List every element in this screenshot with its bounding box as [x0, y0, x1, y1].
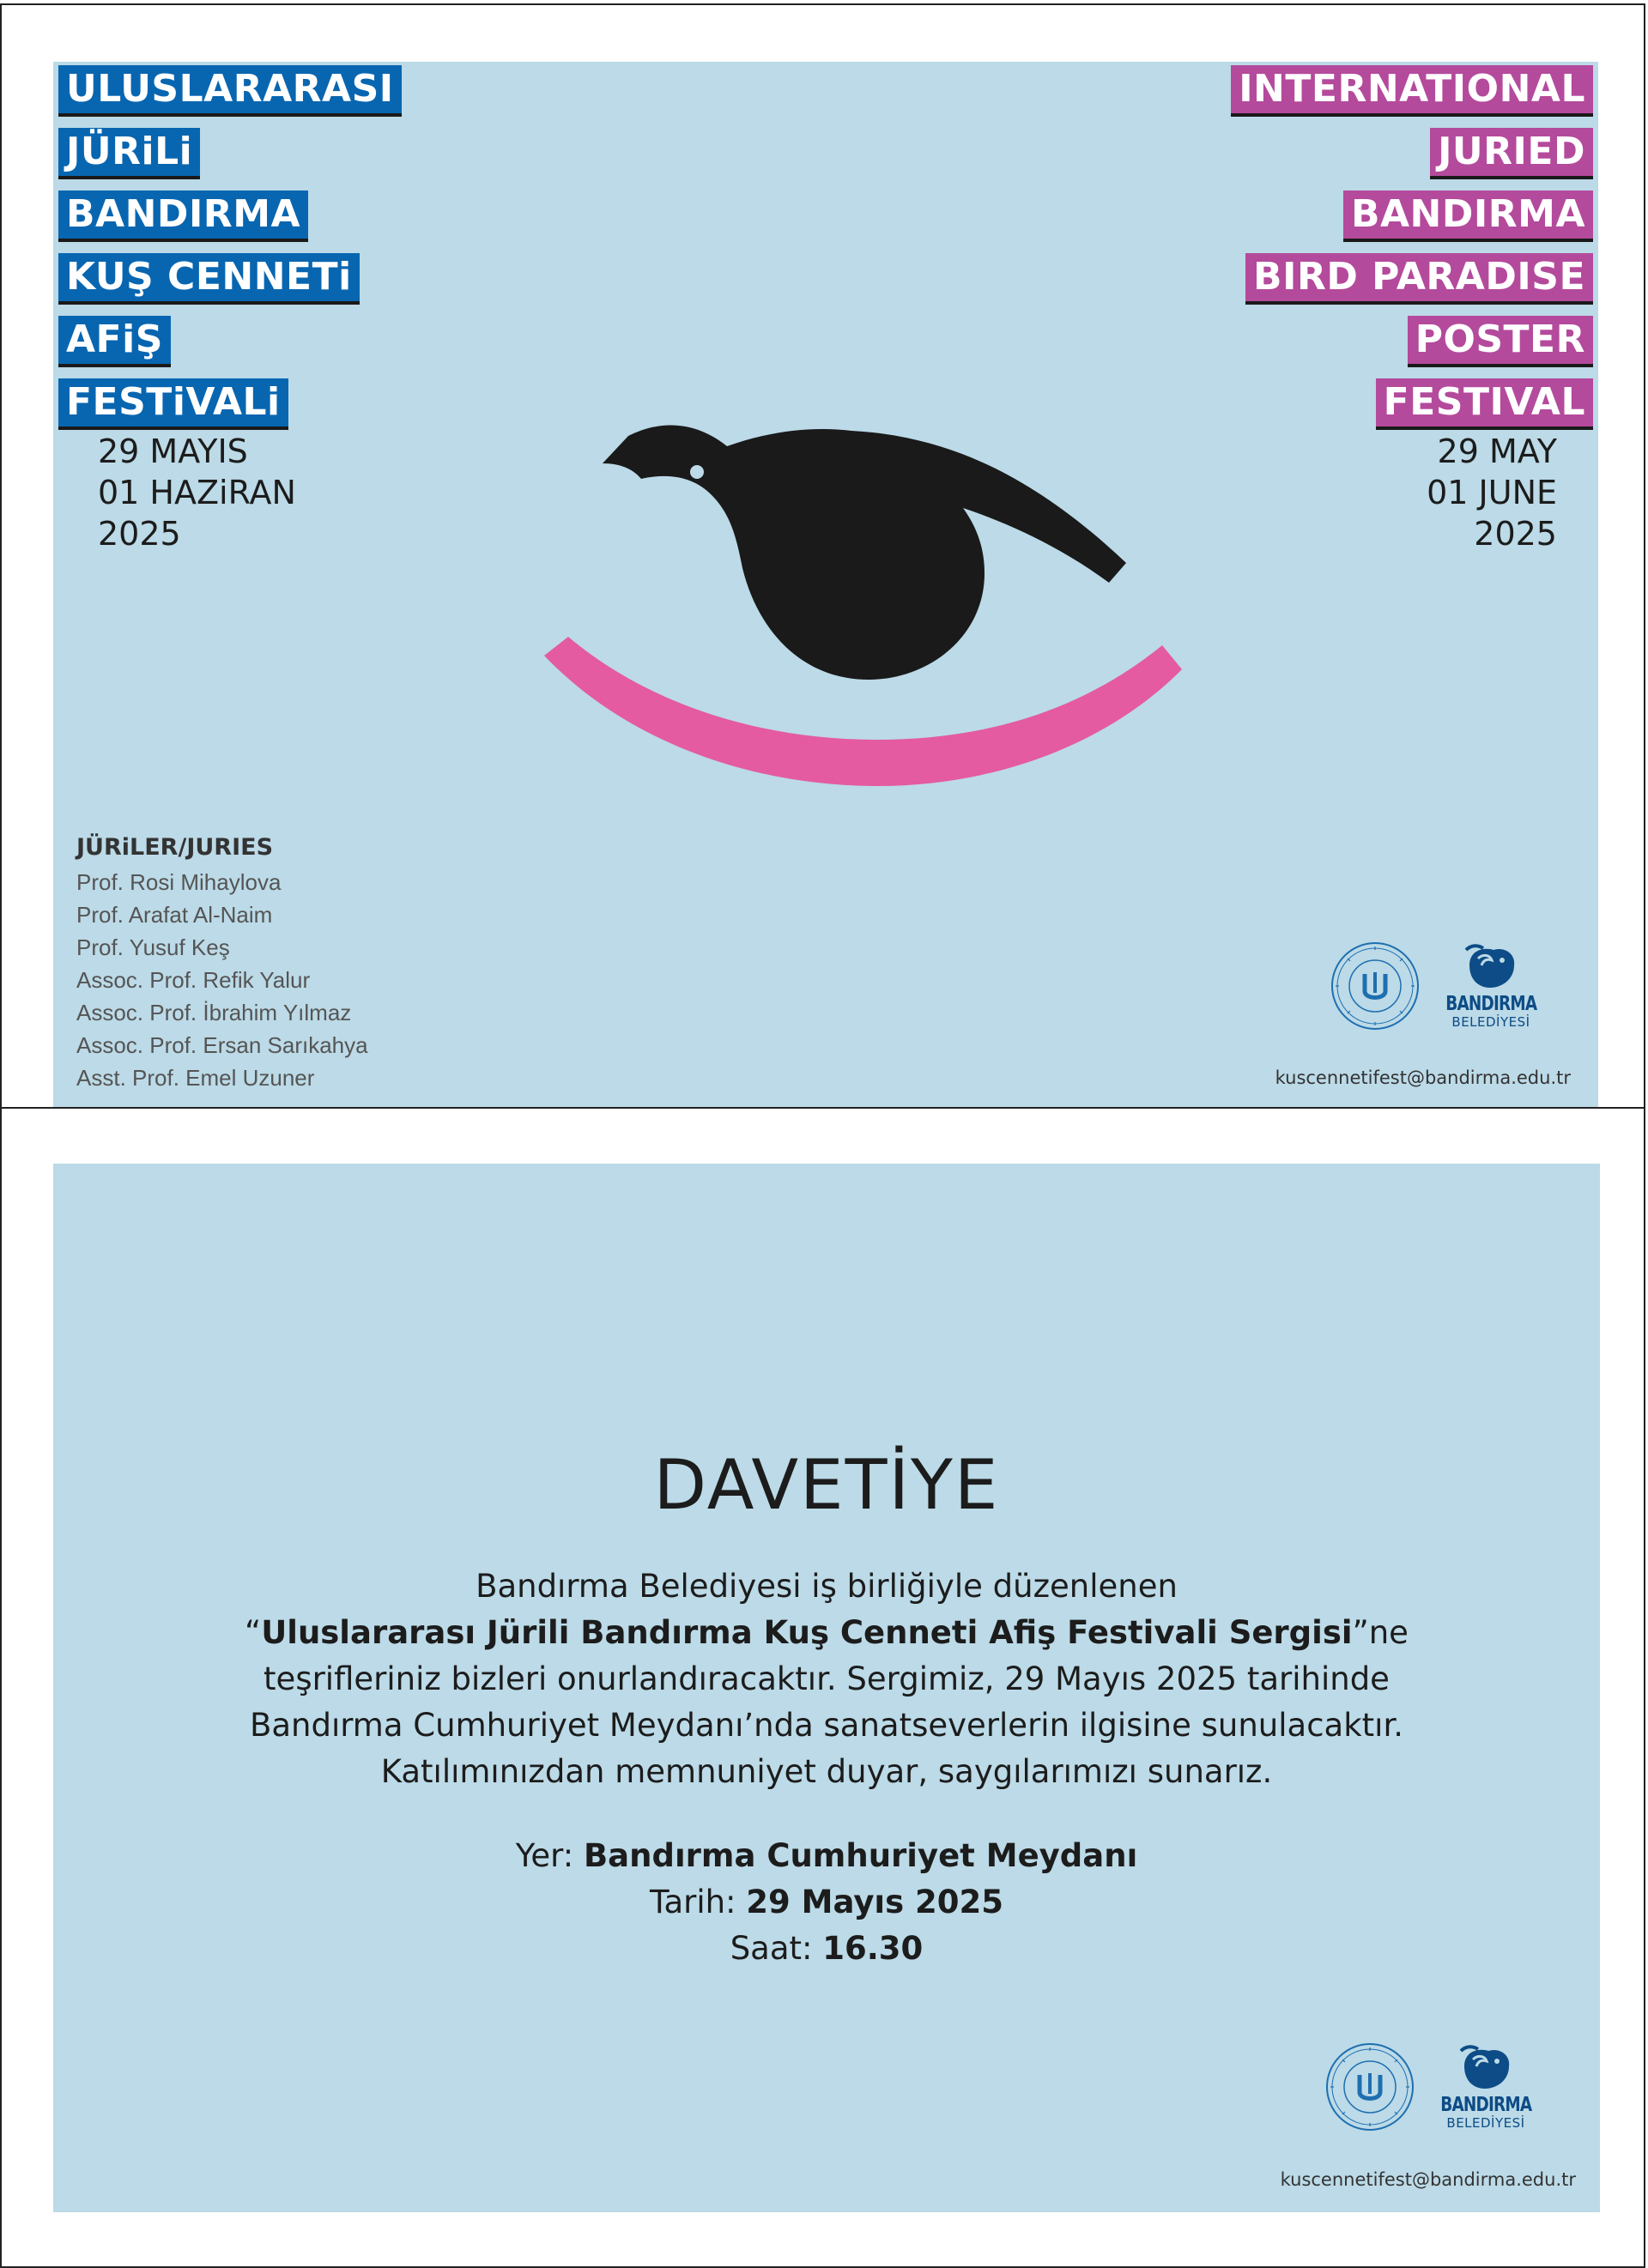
date-line: 29 MAY	[1437, 432, 1557, 470]
title-en-line: JURIED	[1430, 128, 1593, 179]
exhibition-name: Uluslararası Jürili Bandırma Kuş Cenneti Afiş Festivali Sergisi	[261, 1614, 1353, 1651]
jury-member: Assoc. Prof. Ersan Sarıkahya	[76, 1032, 368, 1058]
bird-icon	[603, 426, 1126, 680]
dates-english	[1427, 431, 1557, 554]
title-tr-line: FESTiVALi	[58, 378, 288, 430]
municipality-sub: BELEDİYESİ	[1446, 2115, 1525, 2131]
municipality-bird-icon	[1461, 941, 1521, 993]
time-label: Saat:	[730, 1930, 823, 1967]
municipality-name: BANDIRMA	[1439, 2094, 1532, 2116]
title-tr-line: BANDIRMA	[58, 191, 308, 242]
quote-close: ”ne	[1352, 1614, 1409, 1651]
municipality-sub: BELEDİYESİ	[1451, 1014, 1530, 1030]
title-en-line: INTERNATIONAL	[1231, 65, 1593, 117]
jury-member: Prof. Rosi Mihaylova	[76, 869, 282, 895]
date-line: 01 JUNE	[1427, 474, 1557, 511]
place-value: Bandırma Cumhuriyet Meydanı	[583, 1837, 1138, 1874]
invitation-line: Katılımınızdan memnuniyet duyar, saygılarımızı sunarız.	[380, 1753, 1273, 1790]
municipality-bird-icon	[1456, 2042, 1516, 2094]
date-line: 01 HAZiRAN	[98, 474, 296, 511]
event-date	[53, 1879, 1600, 1926]
bird-eye-emblem	[482, 379, 1238, 860]
date-line: 2025	[1474, 515, 1557, 553]
invitation-line	[53, 1610, 1600, 1656]
title-tr-line: ULUSLARARASI	[58, 65, 402, 117]
invitation-line: teşrifleriniz bizleri onurlandıracaktır. Sergimiz, 29 Mayıs 2025 tarihinde	[264, 1660, 1390, 1697]
date-label: Tarih:	[649, 1884, 747, 1920]
quote-open: “	[245, 1614, 262, 1651]
sponsor-logos	[1330, 941, 1538, 1031]
date-value: 29 Mayıs 2025	[746, 1884, 1004, 1920]
jury-member: Assoc. Prof. İbrahim Yılmaz	[76, 1000, 352, 1025]
jury-member: Prof. Arafat Al-Naim	[76, 902, 273, 928]
poster-panel	[53, 62, 1598, 1110]
event-details	[53, 1833, 1600, 1972]
dates-turkish	[98, 431, 296, 554]
event-place	[53, 1833, 1600, 1879]
jury-member: Assoc. Prof. Refik Yalur	[76, 967, 311, 993]
title-turkish	[58, 65, 402, 441]
poster-sheet	[0, 3, 1645, 1110]
title-english	[1231, 65, 1593, 441]
invitation-sheet	[0, 1107, 1645, 2268]
sponsor-logos	[1325, 2042, 1533, 2132]
date-line: 29 MAYIS	[98, 432, 248, 470]
title-en-line: BANDIRMA	[1343, 191, 1593, 242]
place-label: Yer:	[515, 1837, 584, 1874]
title-en-line: POSTER	[1408, 316, 1593, 367]
juries-list	[76, 834, 368, 1094]
municipality-logo	[1439, 2042, 1533, 2130]
municipality-logo	[1444, 941, 1538, 1029]
university-seal-icon	[1330, 941, 1420, 1031]
title-tr-line: AFiŞ	[58, 316, 171, 367]
time-value: 16.30	[822, 1930, 924, 1967]
invitation-line: Bandırma Belediyesi iş birliğiyle düzenlenen	[476, 1568, 1178, 1605]
title-tr-line: JÜRiLi	[58, 128, 200, 179]
date-line: 2025	[98, 515, 181, 553]
university-seal-icon	[1325, 2042, 1415, 2132]
invitation-title: DAVETİYE	[653, 1445, 1000, 1525]
title-en-line: BIRD PARADISE	[1245, 253, 1593, 305]
title-tr-line: KUŞ CENNETi	[58, 253, 360, 305]
invitation-body	[53, 1563, 1600, 1795]
invitation-panel	[53, 1164, 1600, 2212]
event-time	[53, 1926, 1600, 1972]
municipality-name: BANDIRMA	[1445, 993, 1537, 1015]
bird-eye-icon	[690, 465, 704, 479]
contact-email: kuscennetifest@bandirma.edu.tr	[1280, 2169, 1576, 2190]
title-en-line: FESTIVAL	[1376, 378, 1593, 430]
invitation-line: Bandırma Cumhuriyet Meydanı’nda sanatseverlerin ilgisine sunulacaktır.	[249, 1707, 1404, 1744]
juries-heading: JÜRiLER/JURIES	[76, 834, 274, 861]
jury-member: Asst. Prof. Emel Uzuner	[76, 1065, 315, 1091]
contact-email: kuscennetifest@bandirma.edu.tr	[1275, 1067, 1571, 1088]
jury-member: Prof. Yusuf Keş	[76, 934, 230, 960]
